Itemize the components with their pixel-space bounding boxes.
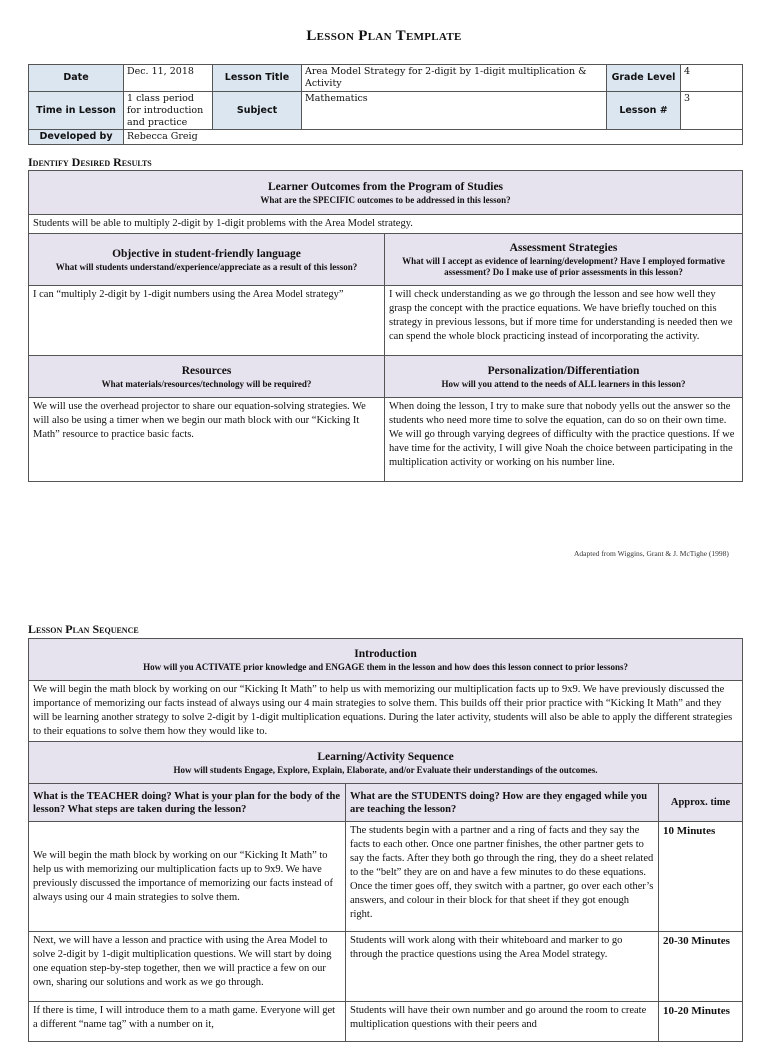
- date-value: Dec. 11, 2018: [124, 65, 213, 92]
- table-row: [29, 932, 743, 1002]
- time-value: 1 class period for introduction and practice: [124, 91, 213, 130]
- introduction-banner: [29, 639, 743, 681]
- lesson-number-label: Lesson #: [607, 91, 681, 130]
- personalization-heading: Personalization/Differentiation: [487, 364, 640, 377]
- activity-banner: [29, 742, 743, 784]
- resources-subheading: What materials/resources/technology will be required?: [101, 378, 312, 389]
- introduction-subheading: How will you ACTIVATE prior knowledge and ENGAGE them in the lesson and how does this lesson connect to prior lessons?: [143, 661, 628, 672]
- outcomes-heading: Learner Outcomes from the Program of Studies: [267, 180, 504, 193]
- time-cell: 10 Minutes: [659, 822, 743, 932]
- introduction-body: We will begin the math block by working on our “Kicking It Math” to help us with memorizing our multiplication facts up to 9x9. We have previously discussed the importance of memorizing our facts instead of always using our 4 main strategies to solve them. This builds off their prior practice with “Kicking It Math” and they will be learning another strategy to solve 2-digit by 1-digit multiplication equations. During the later activity, students will also be able to apply the different strategies to their equations to solve them how they would like to.: [29, 681, 743, 742]
- objective-banner: [29, 234, 385, 286]
- lesson-sequence-table: [28, 638, 743, 1042]
- section-title-results: Identify Desired Results: [28, 155, 152, 169]
- teacher-cell: If there is time, I will introduce them to a math game. Everyone will get a different “name tag” with a number on it,: [29, 1002, 346, 1042]
- date-label: Date: [29, 65, 124, 92]
- assessment-subheading: What will I accept as evidence of learning/development? Have I employed formative assessment? Do I make use of prior assessments in this lesson?: [402, 256, 725, 277]
- personalization-body: When doing the lesson, I try to make sure that nobody yells out the answer so the students who need more time to solve the equation, can do so on their own time. We will go through varying degrees of difficulty with the practice questions. If we have time for the activity, I will give Noah the choice between participating in the multiplication activity or working on his number line.: [385, 398, 743, 482]
- time-column-header: Approx. time: [659, 784, 743, 822]
- personalization-subheading: How will you attend to the needs of ALL learners in this lesson?: [441, 378, 686, 389]
- desired-results-table: [28, 170, 743, 482]
- time-cell: 10-20 Minutes: [659, 1002, 743, 1042]
- objective-heading: Objective in student-friendly language: [112, 247, 301, 260]
- introduction-heading: Introduction: [354, 647, 417, 660]
- subject-value: Mathematics: [302, 91, 607, 130]
- teacher-cell: We will begin the math block by working on our “Kicking It Math” to help us with memorizing our multiplication facts up to 9x9. We have previously discussed the importance of memorizing our facts instead of always using our 4 main strategies to solve them.: [29, 822, 346, 932]
- teacher-cell: Next, we will have a lesson and practice with using the Area Model to solve 2-digit by 1-digit multiplication questions. We will start by doing one equation step-by-step together, then we will practice a few on our own, sharing our solutions and work as we go through.: [29, 932, 346, 1002]
- page-title: Lesson Plan Template: [306, 28, 462, 44]
- table-row: [29, 822, 743, 932]
- developed-by-label: Developed by: [29, 130, 124, 145]
- outcomes-banner: [29, 171, 743, 215]
- objective-body: I can “multiply 2-digit by 1-digit numbers using the Area Model strategy”: [29, 286, 385, 356]
- students-cell: Students will work along with their whiteboard and marker to go through the practice questions using the Area Model strategy.: [346, 932, 659, 1002]
- table-row: [29, 1002, 743, 1042]
- activity-subheading: How will students Engage, Explore, Explain, Elaborate, and/or Evaluate their understandings of the outcomes.: [173, 764, 598, 775]
- personalization-banner: [385, 356, 743, 398]
- students-cell: Students will have their own number and go around the room to create multiplication questions with their peers and: [346, 1002, 659, 1042]
- section-title-sequence: Lesson Plan Sequence: [28, 622, 139, 636]
- developed-by-value: Rebecca Greig: [124, 130, 743, 145]
- grade-level-value: 4: [681, 65, 743, 92]
- resources-heading: Resources: [181, 364, 232, 377]
- assessment-banner: [385, 234, 743, 286]
- teacher-column-header: What is the TEACHER doing? What is your plan for the body of the lesson? What steps are taken during the lesson?: [29, 784, 346, 822]
- lesson-title-label: Lesson Title: [213, 65, 302, 92]
- time-label: Time in Lesson: [29, 91, 124, 130]
- activity-heading: Learning/Activity Sequence: [317, 750, 454, 763]
- students-column-header: What are the STUDENTS doing? How are they engaged while you are teaching the lesson?: [346, 784, 659, 822]
- grade-level-label: Grade Level: [607, 65, 681, 92]
- assessment-heading: Assessment Strategies: [509, 242, 618, 254]
- lesson-info-table: [28, 64, 743, 145]
- objective-subheading: What will students understand/experience/appreciate as a result of this lesson?: [55, 261, 358, 272]
- lesson-title-value: Area Model Strategy for 2-digit by 1-digit multiplication & Activity: [302, 65, 607, 92]
- resources-body: We will use the overhead projector to share our equation-solving strategies. We will also be using a timer when we begin our math block with our “Kicking It Math” resource to practice basic facts.: [29, 398, 385, 482]
- outcomes-body: Students will be able to multiply 2-digit by 1-digit problems with the Area Model strategy.: [29, 215, 743, 234]
- resources-banner: [29, 356, 385, 398]
- lesson-number-value: 3: [681, 91, 743, 130]
- students-cell: The students begin with a partner and a ring of facts and they say the facts to each other. Once one partner finishes, the other partner gets to say the facts. After they both go through the ring, they do a sheet related to the “belt” they are on and have a few minutes to do these equations. Once the timer goes off, they switch with a partner, go over each other’s answers, and colour in their block for that sheet if they got enough right.: [346, 822, 659, 932]
- subject-label: Subject: [213, 91, 302, 130]
- outcomes-subheading: What are the SPECIFIC outcomes to be addressed in this lesson?: [260, 194, 511, 205]
- adapted-from-note: Adapted from Wiggins, Grant & J. McTighe (1998): [574, 549, 729, 558]
- assessment-body: I will check understanding as we go through the lesson and see how well they grasp the concept with the practice equations. We have briefly touched on this strategy in previous lessons, but if more time for understanding is needed then we can spend the whole block practicing instead of incorporating the activity.: [385, 286, 743, 356]
- time-cell: 20-30 Minutes: [659, 932, 743, 1002]
